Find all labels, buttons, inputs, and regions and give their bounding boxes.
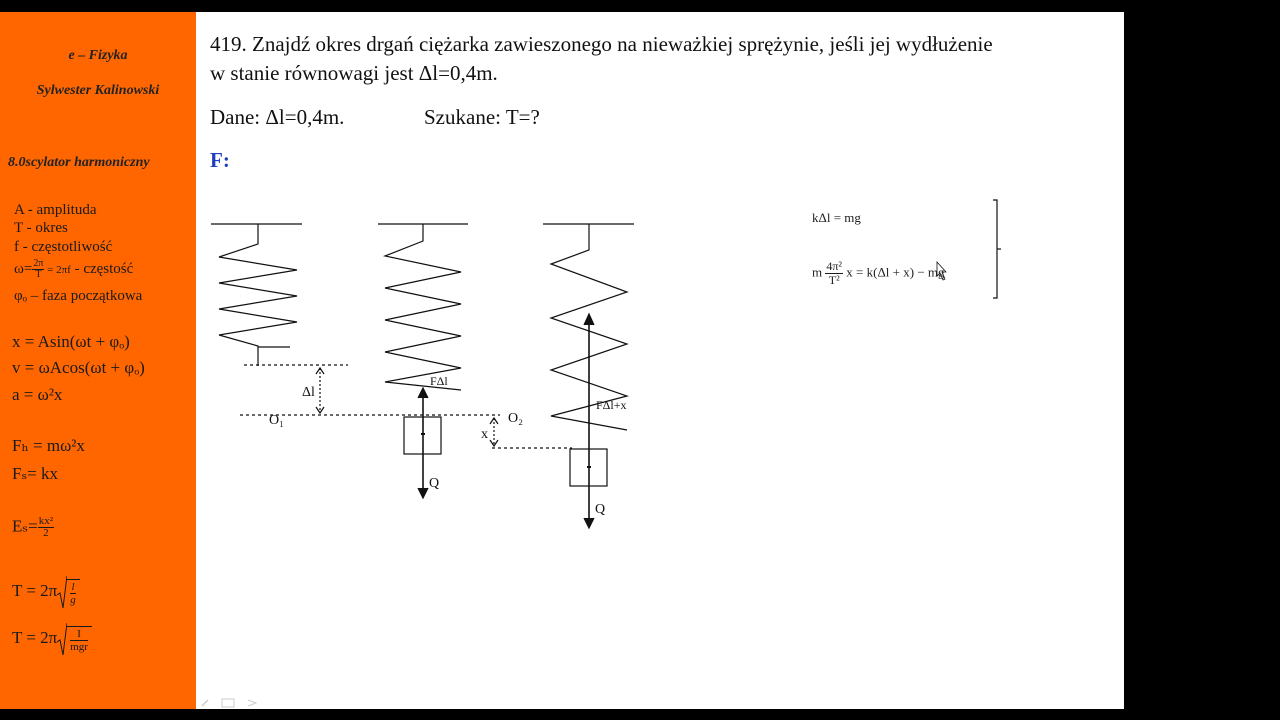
t1-num: l <box>71 580 75 593</box>
label-q-2: Q <box>595 502 606 517</box>
label-o2: O₂ <box>508 411 523 426</box>
formula-fs: Fₛ= kx <box>12 464 59 483</box>
t2-lhs: T = 2π <box>12 627 58 647</box>
t2-num: I <box>70 628 88 641</box>
problem-line-1: 419. Znajdź okres drgań ciężarka zawieszonego na nieważkiej sprężynie, jeśli jej wydłużenie <box>210 32 993 56</box>
course-title: e – Fizyka <box>68 48 128 63</box>
eq2-fraction <box>825 260 843 287</box>
menu-icon[interactable] <box>222 699 234 707</box>
eq2-m: m <box>812 264 823 280</box>
spring-diagram <box>0 12 1124 709</box>
omega-label: - częstość <box>70 260 134 277</box>
eq2-den: T² <box>828 273 840 287</box>
omega-num: 2π <box>33 258 44 269</box>
es-den: 2 <box>43 527 49 539</box>
def-phase: φₒ – faza początkowa <box>14 288 143 304</box>
section-title: 8.0scylator harmoniczny <box>8 155 150 170</box>
label-o1: O₁ <box>269 413 284 428</box>
formula-v: v = ωAcos(ωt + φₒ) <box>12 358 145 377</box>
next-icon[interactable] <box>248 700 256 706</box>
omega-lhs: ω= <box>14 260 33 277</box>
author-name: Sylwester Kalinowski <box>36 83 160 98</box>
slide-controls[interactable] <box>200 696 270 709</box>
arrow-up-icon <box>584 314 594 325</box>
spring-1 <box>219 224 297 366</box>
eq2-num: 4π² <box>826 259 843 273</box>
label-f-dlx: FΔl+x <box>596 398 627 412</box>
label-x: x <box>481 427 488 442</box>
es-num: kx² <box>38 515 54 527</box>
spring-2 <box>385 224 461 390</box>
def-amplitude: A - amplituda <box>14 202 97 218</box>
formula-fh: Fₕ = mω²x <box>12 436 85 455</box>
arrow-up-icon <box>418 388 428 398</box>
pen-icon[interactable] <box>202 700 208 706</box>
eq2-rhs: x = k(Δl + x) − mg <box>846 264 945 280</box>
omega-rhs: = 2πf <box>44 263 71 276</box>
slide <box>0 12 1124 709</box>
formula-a: a = ω²x <box>12 385 63 404</box>
label-f-dl: FΔl <box>430 374 448 388</box>
solution-label: F: <box>210 148 230 172</box>
given-text: Dane: Δl=0,4m. <box>210 105 345 129</box>
def-frequency: f - częstotliwość <box>14 239 113 255</box>
label-q-1: Q <box>429 476 440 491</box>
es-lhs: Eₛ= <box>12 516 38 536</box>
omega-den: T <box>35 269 42 280</box>
t1-den: g <box>70 593 76 606</box>
t2-den: mgr <box>70 640 88 653</box>
formula-x: x = Asin(ωt + φₒ) <box>12 332 130 351</box>
label-delta-l: Δl <box>302 385 315 400</box>
sought-text: Szukane: T=? <box>424 105 540 129</box>
equation-1: kΔl = mg <box>812 210 861 225</box>
def-period: T - okres <box>14 220 68 236</box>
arrow-down-icon <box>418 488 428 498</box>
equations-bracket <box>993 200 997 298</box>
equation-2 <box>812 260 945 287</box>
t1-lhs: T = 2π <box>12 580 58 600</box>
problem-line-2: w stanie równowagi jest Δl=0,4m. <box>210 61 498 85</box>
arrow-down-icon <box>584 518 594 528</box>
